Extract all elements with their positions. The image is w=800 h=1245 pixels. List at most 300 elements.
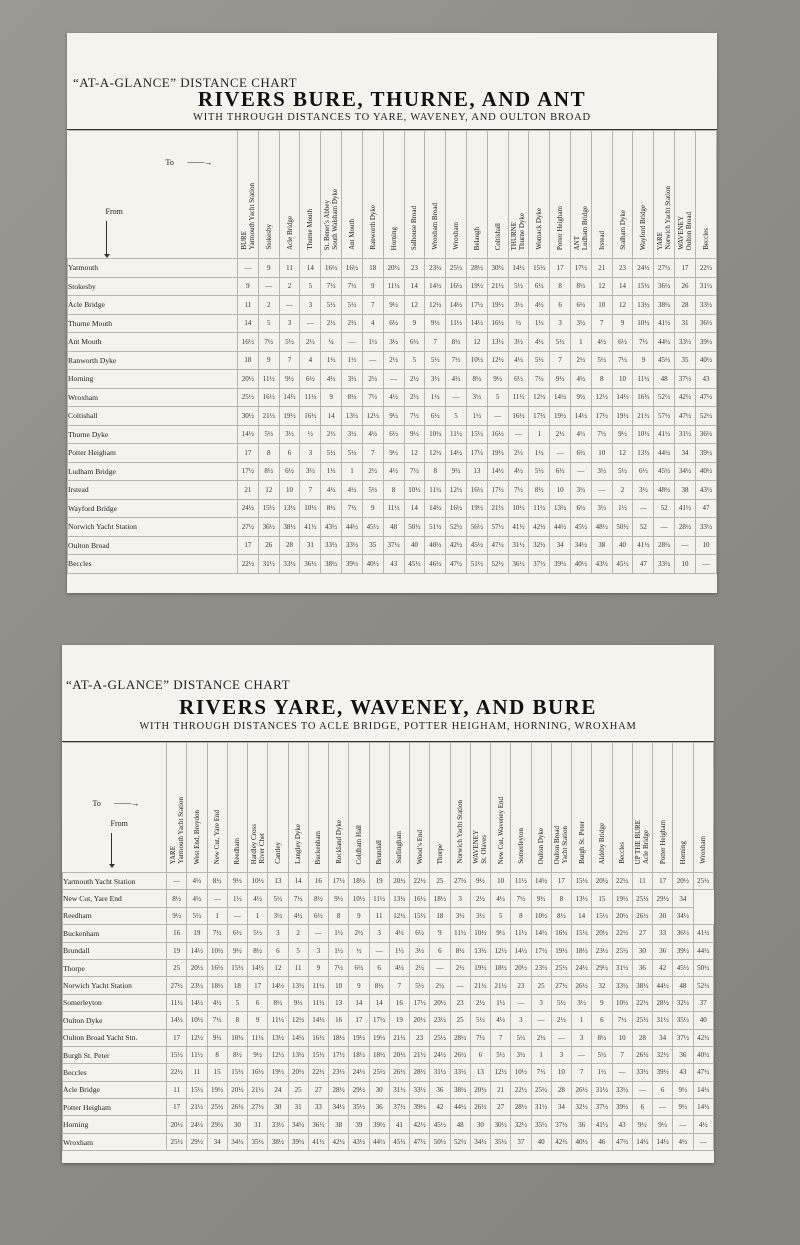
distance-cell: 2½ — [550, 425, 571, 444]
column-header-text: Wayford Bridge — [639, 204, 648, 250]
distance-cell: 7½ — [404, 462, 425, 481]
distance-cell: 13½ — [572, 890, 592, 907]
distance-cell: 26½ — [470, 1099, 490, 1116]
distance-cell: 3½ — [410, 942, 430, 959]
distance-cell: 42½ — [675, 388, 696, 407]
row-label: Yarmouth — [68, 259, 238, 278]
distance-cell: 12 — [404, 444, 425, 463]
distance-cell: 34½ — [288, 1116, 308, 1133]
column-header-text: Coltishall — [493, 222, 502, 250]
distance-cell: 40½ — [425, 536, 446, 555]
distance-cell: 31 — [248, 1116, 268, 1133]
distance-cell: 17½ — [238, 462, 259, 481]
column-header-text: Thurne Mouth — [306, 209, 315, 250]
distance-cell: 15½ — [187, 1081, 207, 1098]
distance-cell: 4½ — [491, 1012, 511, 1029]
distance-cell: 19½ — [551, 942, 571, 959]
distance-cell: 22½ — [632, 994, 652, 1011]
distance-cell: 21½ — [491, 977, 511, 994]
row-label: Irstead — [68, 481, 238, 500]
column-header — [362, 131, 383, 259]
distance-cell: 25½ — [430, 1029, 450, 1046]
column-header — [470, 743, 490, 873]
table-row — [68, 462, 717, 481]
distance-cell: 38 — [329, 1116, 349, 1133]
distance-cell: 1½ — [227, 890, 247, 907]
distance-cell: — — [591, 481, 612, 500]
distance-cell: 38 — [591, 536, 612, 555]
distance-cell: 2½ — [342, 314, 363, 333]
distance-cell: 3½ — [300, 462, 321, 481]
distance-cell: 18½ — [369, 1046, 389, 1063]
distance-cell: 10½ — [511, 1064, 531, 1081]
distance-cell: 11½ — [529, 499, 550, 518]
column-header — [591, 131, 612, 259]
distance-cell: 39½ — [695, 444, 716, 463]
column-header — [632, 743, 652, 873]
distance-cell: 33 — [308, 1099, 328, 1116]
distance-cell: 44½ — [550, 518, 571, 537]
distance-cell: 4½ — [591, 333, 612, 352]
distance-cell: 52½ — [487, 555, 508, 574]
distance-cell: 31½ — [675, 425, 696, 444]
distance-cell: — — [487, 407, 508, 426]
distance-cell: 17 — [675, 259, 696, 278]
distance-cell: 25½ — [632, 890, 652, 907]
distance-cell: 13½ — [470, 942, 490, 959]
distance-cell: 10 — [695, 536, 716, 555]
distance-cell: 50½ — [693, 959, 714, 976]
column-header-text: WAVENEY — [676, 216, 685, 250]
distance-cell: 11½ — [511, 873, 531, 890]
table-row — [68, 259, 717, 278]
distance-cell: 29½ — [207, 1116, 227, 1133]
distance-cell: 50½ — [404, 518, 425, 537]
distance-cell: 27½ — [238, 518, 259, 537]
distance-cell: 41½ — [654, 314, 675, 333]
row-label: Ranworth Dyke — [68, 351, 238, 370]
distance-cell: 19½ — [268, 1064, 288, 1081]
distance-cell: 5½ — [248, 925, 268, 942]
distance-cell: 14 — [321, 407, 342, 426]
distance-cell: 35½ — [349, 1099, 369, 1116]
distance-cell: 14½ — [446, 444, 467, 463]
distance-cell: 5½ — [592, 1046, 612, 1063]
distance-cell: — — [450, 977, 470, 994]
distance-cell: ½ — [508, 314, 529, 333]
distance-cell: 33½ — [632, 1064, 652, 1081]
column-header — [529, 131, 550, 259]
distance-cell: 45½ — [654, 351, 675, 370]
distance-cell: 3 — [531, 994, 551, 1011]
distance-cell: 11½ — [369, 890, 389, 907]
distance-cell: — — [675, 536, 696, 555]
row-label: Stokesby — [68, 277, 238, 296]
distance-cell: 26½ — [632, 907, 652, 924]
distance-cell: 4½ — [508, 351, 529, 370]
distance-cell: 17 — [167, 1099, 187, 1116]
distance-cell: 14½ — [308, 1012, 328, 1029]
column-header — [693, 743, 714, 873]
distance-cell: 28½ — [329, 1081, 349, 1098]
distance-cell: 7½ — [321, 277, 342, 296]
distance-cell: 3½ — [511, 1046, 531, 1063]
distance-cell: 3½ — [268, 907, 288, 924]
distance-cell: 38½ — [654, 296, 675, 315]
distance-cell: 3½ — [508, 296, 529, 315]
distance-cell: 9 — [362, 277, 383, 296]
distance-cell: 13½ — [550, 499, 571, 518]
column-header-text: Belaugh — [472, 226, 481, 250]
column-header-text: YARE — [656, 231, 665, 250]
distance-cell: 37½ — [551, 1116, 571, 1133]
distance-cell: 3½ — [633, 481, 654, 500]
distance-cell: 26½ — [572, 977, 592, 994]
distance-cell: 39½ — [673, 942, 693, 959]
distance-cell: 36 — [369, 1099, 389, 1116]
column-header-text: Potter Heigham — [658, 819, 667, 864]
distance-cell: 19 — [187, 925, 207, 942]
column-header-text: Ranworth Dyke — [368, 205, 377, 250]
column-header — [487, 131, 508, 259]
distance-cell: 5½ — [470, 1012, 490, 1029]
distance-cell: 15½ — [572, 925, 592, 942]
distance-cell: 17½ — [571, 259, 592, 278]
distance-cell: 20½ — [470, 1081, 490, 1098]
table-row — [68, 536, 717, 555]
row-label: Potter Heigham — [68, 444, 238, 463]
distance-cell: 36½ — [673, 925, 693, 942]
distance-cell: 33½ — [268, 1116, 288, 1133]
distance-cell: 12½ — [529, 388, 550, 407]
table-row — [63, 942, 714, 959]
distance-cell: 24½ — [349, 1064, 369, 1081]
distance-cell: 7½ — [404, 407, 425, 426]
distance-cell: 37 — [693, 994, 714, 1011]
distance-cell: 52 — [633, 518, 654, 537]
distance-cell: 7½ — [288, 890, 308, 907]
distance-cell: 30 — [632, 942, 652, 959]
distance-cell: 32½ — [511, 1116, 531, 1133]
distance-cell: 17 — [238, 536, 259, 555]
distance-cell: 31½ — [612, 959, 632, 976]
distance-cell: 37 — [511, 1133, 531, 1150]
distance-cell: 7 — [425, 333, 446, 352]
distance-cell: 15½ — [258, 499, 279, 518]
distance-cell: 37½ — [383, 536, 404, 555]
distance-cell: 11½ — [308, 994, 328, 1011]
distance-cell: 3½ — [571, 481, 592, 500]
distance-cell: — — [508, 425, 529, 444]
distance-cell: 7½ — [207, 1012, 227, 1029]
distance-cell: 7 — [389, 977, 409, 994]
chart1-kicker: “AT-A-GLANCE” DISTANCE CHART — [73, 75, 298, 90]
distance-cell: 12½ — [268, 1046, 288, 1063]
distance-cell: 2½ — [321, 425, 342, 444]
distance-cell: 21½ — [470, 977, 490, 994]
distance-cell: 11½ — [446, 314, 467, 333]
distance-cell: 5½ — [529, 462, 550, 481]
distance-cell: ¼ — [321, 333, 342, 352]
distance-cell: 11½ — [300, 388, 321, 407]
distance-cell: 30½ — [238, 407, 259, 426]
distance-cell: 19½ — [207, 1081, 227, 1098]
column-header — [571, 131, 592, 259]
column-header-text: Irstead — [597, 230, 606, 250]
distance-cell: 12 — [404, 296, 425, 315]
distance-cell: 4½ — [321, 481, 342, 500]
distance-cell: — — [430, 959, 450, 976]
distance-cell: 31 — [288, 1099, 308, 1116]
row-label: Coltishall — [68, 407, 238, 426]
distance-cell: — — [342, 333, 363, 352]
column-header — [450, 743, 470, 873]
column-header-text: UP THE BURE — [634, 819, 643, 864]
chart1-subtitle: WITH THROUGH DISTANCES TO YARE, WAVENEY, AND OULTON BROAD — [193, 112, 591, 123]
distance-cell: 42 — [653, 959, 673, 976]
column-header-text: St. Benet’s Abbey — [323, 199, 332, 250]
column-header-text: WAVENEY — [472, 830, 481, 864]
distance-cell: 17 — [550, 259, 571, 278]
distance-cell: 7½ — [207, 925, 227, 942]
distance-cell: 39½ — [695, 333, 716, 352]
distance-cell: — — [695, 555, 716, 574]
distance-cell: — — [383, 370, 404, 389]
row-label: Buckenham — [63, 925, 167, 942]
distance-cell: 16½ — [487, 425, 508, 444]
distance-cell: 29½ — [187, 1133, 207, 1150]
column-header-text: Potter Heigham — [556, 205, 565, 250]
distance-cell: 9½ — [487, 370, 508, 389]
column-header — [369, 743, 389, 873]
column-header — [349, 743, 369, 873]
distance-cell: — — [308, 925, 328, 942]
distance-cell: 12½ — [446, 481, 467, 500]
distance-cell: 5½ — [279, 333, 300, 352]
distance-cell: 8½ — [369, 977, 389, 994]
distance-cell: — — [551, 1029, 571, 1046]
distance-cell: 1 — [531, 1046, 551, 1063]
table-row — [68, 518, 717, 537]
distance-cell: 18½ — [430, 890, 450, 907]
distance-cell: 25 — [167, 959, 187, 976]
distance-cell: 1½ — [321, 351, 342, 370]
distance-cell: 2 — [258, 296, 279, 315]
distance-cell: 3½ — [466, 388, 487, 407]
column-header-text: Beccles — [618, 842, 627, 864]
distance-cell: 47½ — [446, 555, 467, 574]
distance-cell: 40½ — [695, 351, 716, 370]
distance-cell: 4 — [362, 314, 383, 333]
column-header — [300, 131, 321, 259]
distance-cell: — — [227, 907, 247, 924]
distance-cell: 5½ — [258, 425, 279, 444]
distance-cell: 9½ — [404, 425, 425, 444]
row-label: Horning — [68, 370, 238, 389]
distance-cell: 3½ — [572, 994, 592, 1011]
distance-cell: 16½ — [342, 259, 363, 278]
column-header-text: St. Olaves — [480, 835, 489, 864]
distance-cell: 17½ — [410, 994, 430, 1011]
distance-cell: 7½ — [342, 277, 363, 296]
distance-cell: 4½ — [187, 890, 207, 907]
distance-cell: 43 — [695, 370, 716, 389]
distance-cell: 3 — [450, 890, 470, 907]
distance-cell: 3 — [308, 942, 328, 959]
distance-cell: 28½ — [410, 1064, 430, 1081]
column-header-text: Yarmouth Yacht Station — [247, 183, 256, 250]
distance-cell: 45½ — [612, 555, 633, 574]
table-row — [68, 388, 717, 407]
distance-cell: 22½ — [612, 873, 632, 890]
distance-cell: 5½ — [425, 351, 446, 370]
distance-cell: 3½ — [425, 370, 446, 389]
column-header-text: Yacht Station — [561, 826, 570, 864]
column-header-text: Reedham — [233, 837, 242, 864]
distance-cell: 19½ — [349, 1029, 369, 1046]
distance-cell: 8½ — [446, 333, 467, 352]
column-header — [612, 131, 633, 259]
distance-cell: 4½ — [529, 333, 550, 352]
column-header — [383, 131, 404, 259]
distance-cell: 11 — [288, 959, 308, 976]
distance-cell: 33½ — [695, 296, 716, 315]
distance-cell: 17½ — [329, 873, 349, 890]
distance-cell: 33½ — [675, 333, 696, 352]
distance-cell: 10½ — [187, 1012, 207, 1029]
distance-cell: — — [612, 1064, 632, 1081]
distance-cell: 2½ — [470, 994, 490, 1011]
distance-cell: 4½ — [529, 296, 550, 315]
distance-cell: 8½ — [529, 481, 550, 500]
right-arrow-icon: ——→ — [114, 798, 139, 808]
row-label: Horning — [63, 1116, 167, 1133]
column-header-text: THURNE — [510, 221, 519, 250]
distance-cell: 34 — [550, 536, 571, 555]
distance-cell: 2½ — [383, 351, 404, 370]
distance-cell: 11½ — [508, 388, 529, 407]
distance-cell: 37½ — [529, 555, 550, 574]
distance-cell: 2½ — [450, 959, 470, 976]
distance-cell: 1 — [572, 1012, 592, 1029]
distance-cell: 39½ — [342, 555, 363, 574]
distance-cell: 7 — [591, 314, 612, 333]
distance-cell: 9½ — [673, 1099, 693, 1116]
distance-cell: 7½ — [342, 499, 363, 518]
distance-cell: 14 — [404, 499, 425, 518]
distance-cell: 12½ — [288, 1012, 308, 1029]
distance-cell: 2½ — [531, 1029, 551, 1046]
column-header-text: South Walsham Dyke — [331, 189, 340, 250]
distance-cell: 24 — [268, 1081, 288, 1098]
distance-cell: 19 — [389, 1012, 409, 1029]
distance-cell: 16 — [329, 1012, 349, 1029]
column-header-text: Beccles — [701, 228, 710, 250]
distance-cell: 3½ — [342, 370, 363, 389]
distance-cell: 4½ — [508, 462, 529, 481]
distance-cell: 25½ — [207, 1099, 227, 1116]
distance-cell: 8½ — [268, 994, 288, 1011]
distance-cell: 34½ — [571, 536, 592, 555]
distance-cell: 7 — [491, 1029, 511, 1046]
distance-cell: 2½ — [430, 977, 450, 994]
distance-cell: 26 — [675, 277, 696, 296]
distance-cell: 31 — [300, 536, 321, 555]
distance-cell: 31½ — [258, 555, 279, 574]
distance-cell: 43½ — [695, 481, 716, 500]
distance-cell: 5 — [404, 351, 425, 370]
distance-cell: 9 — [592, 994, 612, 1011]
distance-cell: 47 — [695, 499, 716, 518]
distance-cell: 36½ — [300, 555, 321, 574]
distance-cell: 18 — [362, 259, 383, 278]
distance-cell: 14½ — [693, 1081, 714, 1098]
distance-cell: 7½ — [362, 388, 383, 407]
distance-cell: 14 — [404, 277, 425, 296]
distance-cell: 30 — [227, 1116, 247, 1133]
distance-cell: 3 — [268, 925, 288, 942]
distance-cell: 38½ — [268, 1133, 288, 1150]
distance-cell: 34½ — [227, 1133, 247, 1150]
distance-cell: 4½ — [389, 925, 409, 942]
column-header — [551, 743, 571, 873]
distance-cell: 45½ — [466, 536, 487, 555]
distance-cell: 14½ — [425, 277, 446, 296]
column-header-text: ANT — [572, 235, 581, 250]
distance-cell: 3½ — [591, 499, 612, 518]
distance-cell: 57½ — [487, 518, 508, 537]
distance-cell: 42½ — [329, 1133, 349, 1150]
distance-cell: 6½ — [508, 370, 529, 389]
distance-cell: 8½ — [308, 890, 328, 907]
column-header-text: Buckenham — [314, 830, 323, 864]
distance-cell: 28 — [551, 1081, 571, 1098]
distance-cell: 4½ — [288, 907, 308, 924]
distance-cell: 8½ — [342, 388, 363, 407]
distance-cell: 10½ — [425, 425, 446, 444]
distance-chart-yare-waveney-bure — [62, 645, 714, 1163]
distance-cell: 44½ — [342, 518, 363, 537]
distance-cell: 5½ — [321, 296, 342, 315]
chart1-corner — [68, 131, 238, 259]
distance-cell: 18½ — [491, 959, 511, 976]
distance-cell: 27 — [632, 925, 652, 942]
distance-cell: 41½ — [675, 499, 696, 518]
distance-cell: 14 — [238, 314, 259, 333]
distance-cell: 13½ — [633, 296, 654, 315]
distance-cell: 8 — [227, 1012, 247, 1029]
distance-cell: 39½ — [653, 1064, 673, 1081]
row-label: Norwich Yacht Station — [68, 518, 238, 537]
distance-cell: 12½ — [389, 907, 409, 924]
distance-cell: 7 — [279, 351, 300, 370]
distance-cell: 8½ — [167, 890, 187, 907]
distance-cell: 47½ — [487, 536, 508, 555]
column-header-text: Norwich Yacht Station — [456, 800, 465, 864]
distance-cell: 46½ — [425, 555, 446, 574]
column-header-text: Oulton Dyke — [537, 827, 546, 864]
distance-cell: 3½ — [342, 425, 363, 444]
table-row — [63, 1116, 714, 1133]
distance-cell: 45½ — [362, 518, 383, 537]
distance-cell: 10½ — [404, 481, 425, 500]
distance-cell: 15½ — [633, 277, 654, 296]
distance-cell: 14½ — [612, 388, 633, 407]
distance-cell: 1½ — [529, 444, 550, 463]
row-label: Thurne Dyke — [68, 425, 238, 444]
row-label: Potter Heigham — [63, 1099, 167, 1116]
column-header — [227, 743, 247, 873]
